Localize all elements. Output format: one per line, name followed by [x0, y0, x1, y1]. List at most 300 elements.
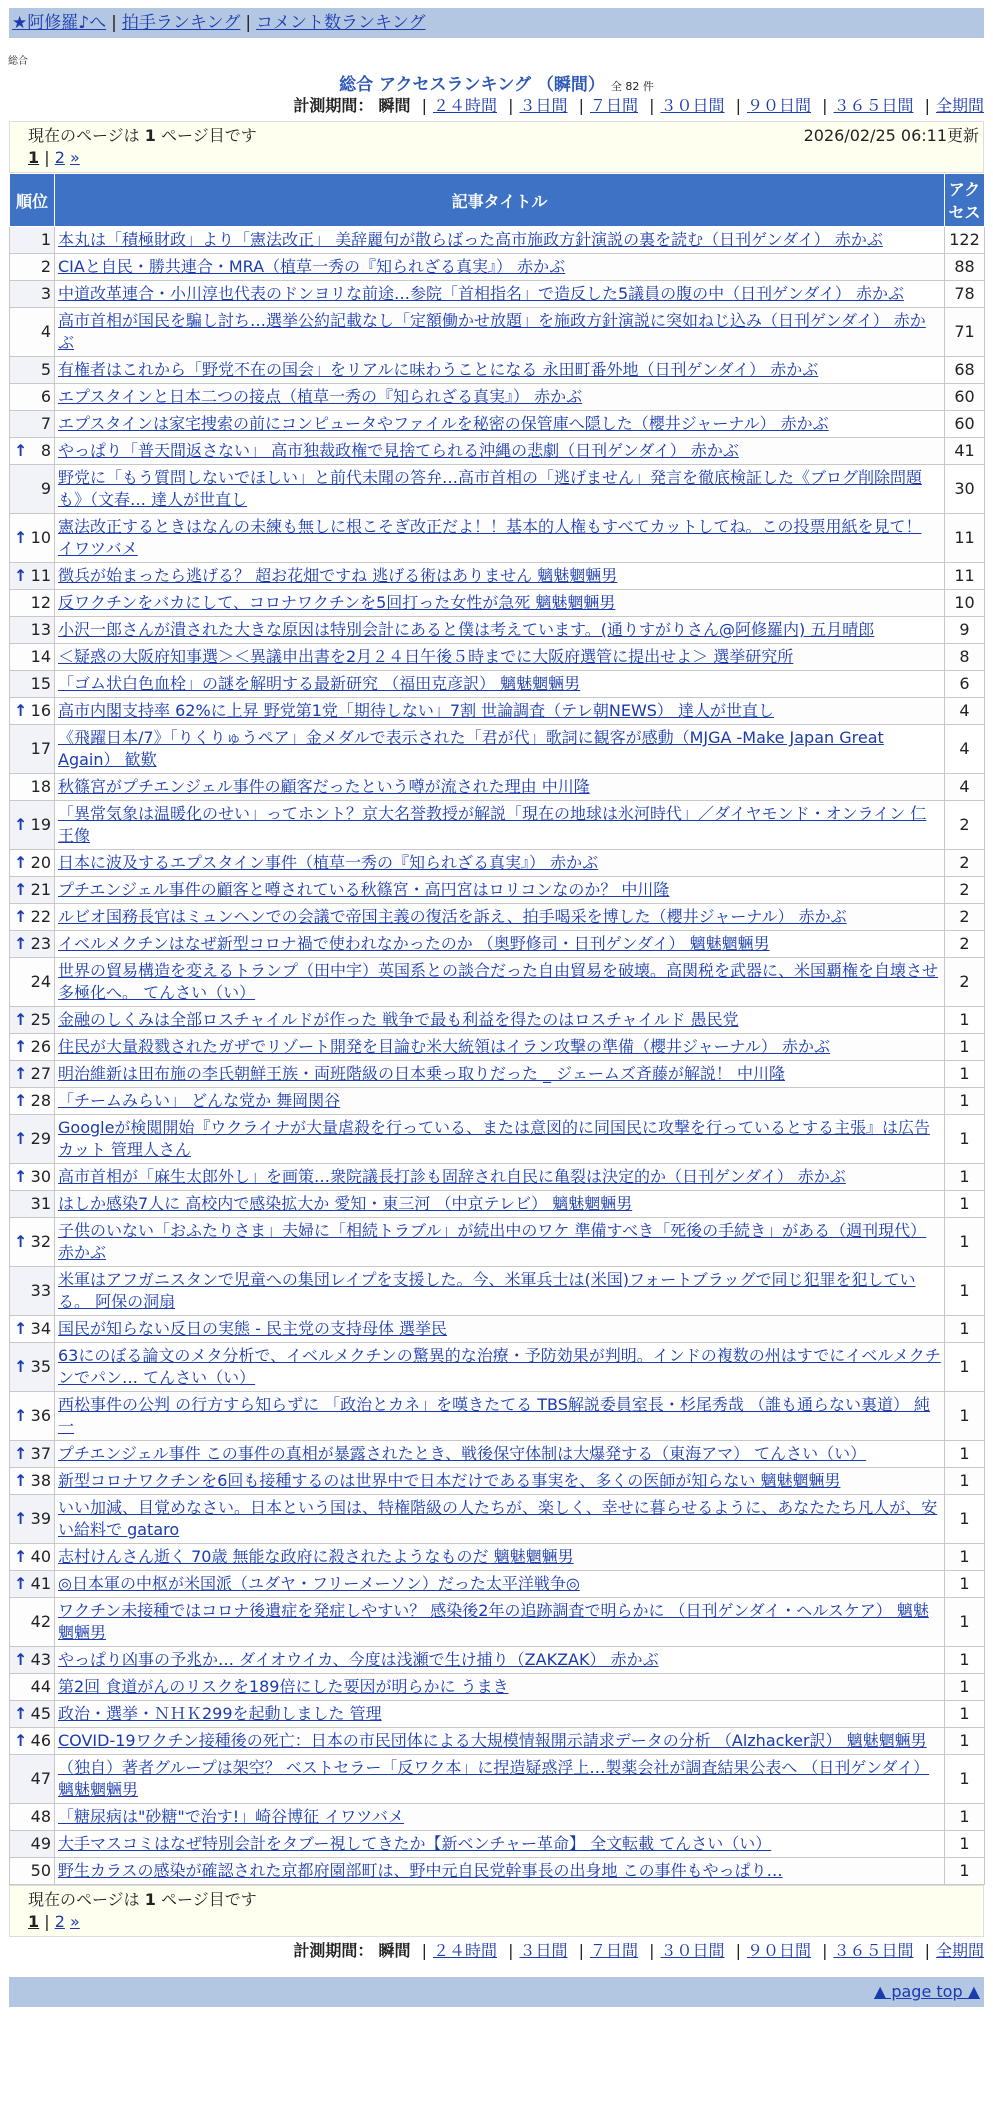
title-cell [55, 1164, 945, 1191]
rank-number: 33 [30, 1281, 51, 1300]
article-link[interactable]: イベルメクチンはなぜ新型コロナ禍で使われなかったのか （奥野修司・日刊ゲンダイ） 魑魅魍魎男 [58, 934, 770, 953]
rank-number: 21 [30, 880, 51, 899]
rank-cell [10, 850, 55, 877]
title-cell [55, 1804, 945, 1831]
access-count: 4 [945, 774, 985, 801]
pager-current: 1 [28, 148, 40, 167]
col-header-rank: 順位 [10, 174, 55, 227]
article-link[interactable]: 小沢一郎さんが潰された大きな原因は特別会計にあると僕は考えています。(通りすがりさん@阿修羅内) 五月晴郎 [58, 620, 875, 639]
article-link[interactable]: 金融のしくみは全部ロスチャイルドが作った 戦争で最も利益を得たのはロスチャイルド 愚民党 [58, 1010, 739, 1029]
rank-number: 27 [30, 1064, 51, 1083]
article-link[interactable]: エプスタインは家宅捜索の前にコンピュータやファイルを秘密の保管庫へ隠した（櫻井ジャーナル） 赤かぶ [58, 414, 829, 433]
arrow-up-icon: ↑ [14, 1547, 28, 1566]
article-link[interactable]: はしか感染7人に 高校内で感染拡大か 愛知・東三河 （中京テレビ） 魑魅魍魎男 [58, 1194, 633, 1213]
rank-number: 43 [30, 1650, 51, 1669]
title-cell [55, 1267, 945, 1316]
period-current: 瞬間 [378, 1941, 411, 1960]
article-link[interactable]: 大手マスコミはなぜ特別会計をタブー視してきたか【新ベンチャー革命】 全文転載 てんさい（い） [58, 1834, 772, 1853]
title-cell [55, 1495, 945, 1544]
table-row [10, 671, 985, 698]
rank-number: 12 [30, 593, 51, 612]
rank-number: 44 [30, 1677, 51, 1696]
article-link[interactable]: 政治・選挙・ＮＨＫ299を起動しました 管理 [58, 1704, 382, 1723]
rank-number: 26 [30, 1037, 51, 1056]
rank-number: 13 [30, 620, 51, 639]
rank-number: 40 [30, 1547, 51, 1566]
rank-cell [10, 1034, 55, 1061]
rank-cell [10, 644, 55, 671]
rank-cell [10, 1647, 55, 1674]
rank-cell [10, 801, 55, 850]
table-row [10, 1544, 985, 1571]
article-link[interactable]: 新型コロナワクチンを6回も接種するのは世界中で日本だけである事実を、多くの医師が知らない 魑魅魍魎男 [58, 1471, 841, 1490]
arrow-up-icon: ↑ [14, 1064, 28, 1083]
rank-number: 17 [30, 739, 51, 758]
article-link[interactable]: ワクチン未接種ではコロナ後遺症を発症しやすい？ 感染後2年の追跡調査で明らかに （日刊ゲンダイ・ヘルスケア） 魑魅魍魎男 [58, 1601, 929, 1642]
rank-number: 35 [30, 1357, 51, 1376]
access-count: 122 [945, 227, 985, 254]
table-row [10, 563, 985, 590]
arrow-up-icon: ↑ [14, 815, 28, 834]
access-count: 30 [945, 465, 985, 514]
title-cell [55, 514, 945, 563]
title-cell [55, 1598, 945, 1647]
title-cell [55, 1115, 945, 1164]
access-count: 78 [945, 281, 985, 308]
table-row [10, 1804, 985, 1831]
title-cell [55, 1343, 945, 1392]
title-cell [55, 308, 945, 357]
rank-number: 25 [30, 1010, 51, 1029]
rank-cell [10, 384, 55, 411]
rank-cell [10, 1343, 55, 1392]
rank-number: 10 [30, 528, 51, 547]
title-cell [55, 617, 945, 644]
access-count: 1 [945, 1495, 985, 1544]
table-row [10, 1674, 985, 1701]
period-option[interactable]: ３０日間 [660, 1941, 725, 1960]
rank-number: 31 [30, 1194, 51, 1213]
table-row [10, 1831, 985, 1858]
table-row [10, 1218, 985, 1267]
rank-cell [10, 1701, 55, 1728]
rank-cell [10, 1267, 55, 1316]
rank-number: 41 [30, 1574, 51, 1593]
period-option[interactable]: ３６５日間 [833, 1941, 914, 1960]
rank-number: 22 [30, 907, 51, 926]
article-link[interactable]: 国民が知らない反日の実態 - 民主党の支持母体 選挙民 [58, 1319, 448, 1338]
article-link[interactable]: 子供のいない「おふたりさま」夫婦に「相続トラブル」が続出中のワケ 準備すべき「死後の手続き」がある（週刊現代） 赤かぶ [58, 1221, 927, 1262]
clap-ranking-link[interactable]: 拍手ランキング [121, 13, 241, 33]
period-option[interactable]: 全期間 [935, 96, 984, 115]
article-link[interactable]: ◎日本軍の中枢が米国派（ユダヤ・フリーメーソン）だった太平洋戦争◎ [58, 1574, 580, 1593]
access-count: 1 [945, 1598, 985, 1647]
rank-cell [10, 514, 55, 563]
table-row [10, 1647, 985, 1674]
article-link[interactable]: （独自）著者グループは架空？ ベストセラー「反ワク本」に捏造疑惑浮上…製薬会社が調査結果公表へ （日刊ゲンダイ） 魑魅魍魎男 [58, 1758, 930, 1799]
article-link[interactable]: 「異常気象は温暖化のせい」ってホント？京大名誉教授が解説「現在の地球は氷河時代」／ダイヤモンド・オンライン 仁王像 [58, 804, 927, 845]
rank-cell [10, 725, 55, 774]
home-link[interactable]: ★阿修羅♪へ [12, 13, 107, 33]
rank-cell [10, 1544, 55, 1571]
access-count: 1 [945, 1343, 985, 1392]
article-link[interactable]: 有権者はこれから「野党不在の国会」をリアルに味わうことになる 永田町番外地（日刊ゲンダイ） 赤かぶ [58, 360, 819, 379]
article-link[interactable]: 徴兵が始まったら逃げる？ 超お花畑ですね 逃げる術はありません 魑魅魍魎男 [58, 566, 618, 585]
table-row [10, 958, 985, 1007]
rank-cell [10, 1061, 55, 1088]
rank-number: 15 [30, 674, 51, 693]
rank-cell [10, 1218, 55, 1267]
rank-number: 36 [30, 1406, 51, 1425]
title-cell [55, 1088, 945, 1115]
access-count: 71 [945, 308, 985, 357]
rank-cell [10, 308, 55, 357]
article-link[interactable]: ルビオ国務長官はミュンヘンでの会議で帝国主義の復活を訴え、拍手喝采を博した（櫻井ジャーナル） 赤かぶ [58, 907, 847, 926]
access-count: 1 [945, 1191, 985, 1218]
rank-number: 28 [30, 1091, 51, 1110]
rank-cell [10, 1164, 55, 1191]
period-option[interactable]: ９０日間 [746, 96, 811, 115]
rank-cell [10, 254, 55, 281]
table-row [10, 1728, 985, 1755]
article-link[interactable]: エプスタインと日本二つの接点（植草一秀の『知られざる真実』） 赤かぶ [58, 387, 583, 406]
table-row [10, 1495, 985, 1544]
rank-number: 46 [30, 1731, 51, 1750]
title-cell [55, 1831, 945, 1858]
rank-number: 6 [40, 387, 51, 406]
arrow-up-icon: ↑ [14, 853, 28, 872]
article-link[interactable]: 高市首相が国民を騙し討ち…選挙公約記載なし「定額働かせ放題」を施政方針演説に突如ねじ込み（日刊ゲンダイ） 赤かぶ [58, 311, 926, 352]
rank-cell [10, 1441, 55, 1468]
title-cell [55, 1544, 945, 1571]
arrow-up-icon: ↑ [14, 1704, 28, 1723]
rank-cell [10, 1674, 55, 1701]
article-link[interactable]: 野党に「もう質問しないでほしい」と前代未聞の答弁…高市首相の「逃げません」発言を徹底検証した《ブログ削除問題も》（文春… 達人が世直し [58, 468, 923, 509]
arrow-up-icon: ↑ [14, 1444, 28, 1463]
table-row [10, 384, 985, 411]
rank-cell [10, 438, 55, 465]
updated-timestamp: 2026/02/25 06:11更新 [803, 126, 979, 145]
article-link[interactable]: やっぱり凶事の予兆か… ダイオウイカ、今度は浅瀬で生け捕り（ZAKZAK） 赤かぶ [58, 1650, 659, 1669]
rank-number: 32 [30, 1232, 51, 1251]
access-count: 1 [945, 1267, 985, 1316]
table-row [10, 1316, 985, 1343]
table-row [10, 465, 985, 514]
nav-separator: | [111, 13, 117, 33]
rank-number: 48 [30, 1807, 51, 1826]
title-cell [55, 563, 945, 590]
period-option[interactable]: ７日間 [589, 96, 638, 115]
article-link[interactable]: 高市内閣支持率 62%に上昇 野党第1党「期待しない」7割 世論調査（テレ朝NEWS） 達人が世直し [58, 701, 775, 720]
rank-number: 47 [30, 1769, 51, 1788]
access-count: 8 [945, 644, 985, 671]
page-info-box-bottom [9, 1885, 984, 1937]
access-count: 4 [945, 725, 985, 774]
access-count: 1 [945, 1858, 985, 1885]
title-cell [55, 411, 945, 438]
pager-page-2[interactable]: 2 [54, 1912, 65, 1931]
rank-number: 42 [30, 1612, 51, 1631]
article-link[interactable]: 第2回 食道がんのリスクを189倍にした要因が明らかに うまき [58, 1677, 509, 1696]
category-label: 総合 [8, 56, 28, 67]
rank-number: 24 [30, 972, 51, 991]
period-option[interactable]: ３日間 [519, 96, 568, 115]
title-cell [55, 227, 945, 254]
ranking-body [10, 227, 985, 1885]
rank-number: 4 [40, 322, 51, 341]
article-link[interactable]: 野生カラスの感染が確認された京都府園部町は、野中元自民党幹事長の出身地 この事件もやっぱり… [58, 1861, 783, 1880]
access-count: 1 [945, 1061, 985, 1088]
table-row [10, 1088, 985, 1115]
arrow-up-icon: ↑ [14, 1574, 28, 1593]
table-row [10, 1061, 985, 1088]
article-link[interactable]: 《飛躍日本/7》「りくりゅうペア」金メダルで表示された「君が代」歌詞に観客が感動（MJGA -Make Japan Great Again） 歓歎 [58, 728, 884, 769]
table-row [10, 725, 985, 774]
period-option[interactable]: ３０日間 [660, 96, 725, 115]
article-link[interactable]: 西松事件の公判 の行方すら知らずに 「政治とカネ」を嘆きたてる TBS解説委員室長・杉尾秀哉 （誰も通らない裏道） 純一 [58, 1395, 931, 1436]
comment-ranking-link[interactable]: コメント数ランキング [256, 13, 426, 33]
access-count: 2 [945, 801, 985, 850]
access-count: 1 [945, 1441, 985, 1468]
current-page-text-bottom: 現在のページは 1 ページ目です [28, 1890, 257, 1909]
rank-cell [10, 1598, 55, 1647]
rank-cell [10, 411, 55, 438]
rank-cell [10, 1495, 55, 1544]
access-count: 1 [945, 1034, 985, 1061]
period-option[interactable]: ９０日間 [746, 1941, 811, 1960]
article-link[interactable]: 本丸は「積極財政」より「憲法改正」 美辞麗句が散らばった高市施政方針演説の裏を読む（日刊ゲンダイ） 赤かぶ [58, 230, 883, 249]
title-cell [55, 1468, 945, 1495]
rank-cell [10, 698, 55, 725]
rank-number: 29 [30, 1129, 51, 1148]
table-row [10, 617, 985, 644]
rank-number: 30 [30, 1167, 51, 1186]
rank-number: 8 [40, 441, 51, 460]
title-cell [55, 904, 945, 931]
pager-current: 1 [28, 1912, 40, 1931]
table-row [10, 357, 985, 384]
title-cell [55, 1191, 945, 1218]
article-link[interactable]: 日本に波及するエプスタイン事件（植草一秀の『知られざる真実』） 赤かぶ [58, 853, 599, 872]
title-cell [55, 1647, 945, 1674]
col-header-title: 記事タイトル [55, 174, 945, 227]
rank-cell [10, 227, 55, 254]
arrow-up-icon: ↑ [14, 566, 28, 585]
access-count: 1 [945, 1728, 985, 1755]
rank-cell [10, 465, 55, 514]
article-link[interactable]: 63にのぼる論文のメタ分析で、イベルメクチンの驚異的な治療・予防効果が判明。インドの複数の州はすでにイベルメクチンでパン… てんさい（い） [58, 1346, 941, 1387]
title-cell [55, 931, 945, 958]
title-cell [55, 958, 945, 1007]
rank-number: 3 [40, 284, 51, 303]
arrow-up-icon: ↑ [14, 1357, 28, 1376]
title-cell [55, 357, 945, 384]
arrow-up-icon: ↑ [14, 1232, 28, 1251]
article-link[interactable]: 住民が大量殺戮されたガザでリゾート開発を目論む米大統領はイラン攻撃の準備（櫻井ジャーナル） 赤かぶ [58, 1037, 830, 1056]
access-count: 68 [945, 357, 985, 384]
article-link[interactable]: 反ワクチンをバカにして、コロナワクチンを5回打った女性が急死 魑魅魍魎男 [58, 593, 616, 612]
access-count: 1 [945, 1701, 985, 1728]
page-title: 総合 アクセスランキング （瞬間） [339, 75, 605, 95]
article-link[interactable]: Googleが検閲開始『ウクライナが大量虐殺を行っている、または意図的に同国民に攻撃を行っているとする主張』は広告カット 管理人さん [58, 1118, 930, 1159]
access-count: 2 [945, 877, 985, 904]
arrow-up-icon: ↑ [14, 1129, 28, 1148]
rank-cell [10, 671, 55, 698]
period-selector-bottom: 計測期間： 瞬間 | ２４時間 | ３日間 | ７日間 | ３０日間 | ９０日間 | ３６５日間 | 全期間 [293, 1941, 984, 1960]
table-row [10, 1115, 985, 1164]
access-count: 60 [945, 384, 985, 411]
title-cell [55, 644, 945, 671]
table-row [10, 1392, 985, 1441]
arrow-up-icon: ↑ [14, 907, 28, 926]
arrow-up-icon: ↑ [14, 1010, 28, 1029]
arrow-up-icon: ↑ [14, 1509, 28, 1528]
pager-bottom: 1 | 2 » [28, 1912, 80, 1931]
table-row [10, 1191, 985, 1218]
top-nav-bar [9, 8, 984, 38]
period-option[interactable]: ２４時間 [432, 1941, 497, 1960]
rank-cell [10, 1088, 55, 1115]
access-count: 6 [945, 671, 985, 698]
article-link[interactable]: ＜疑惑の大阪府知事選＞＜異議申出書を2月２４日午後５時までに大阪府選管に提出せよ＞ 選挙研究所 [58, 647, 794, 666]
arrow-up-icon: ↑ [14, 701, 28, 720]
rank-number: 16 [30, 701, 51, 720]
article-link[interactable]: 中道改革連合・小川淳也代表のドンヨリな前途…参院「首相指名」で造反した5議員の腹の中（日刊ゲンダイ） 赤かぶ [58, 284, 904, 303]
rank-cell [10, 774, 55, 801]
table-row [10, 227, 985, 254]
article-link[interactable]: 「ゴム状白色血栓」の謎を解明する最新研究 （福田克彦訳） 魑魅魍魎男 [58, 674, 581, 693]
access-count: 1 [945, 1544, 985, 1571]
table-row [10, 877, 985, 904]
article-link[interactable]: 世界の貿易構造を変えるトランプ（田中宇）英国系との談合だった自由貿易を破壊。高関税を武器に、米国覇権を自壊させ多極化へ。 てんさい（い） [58, 961, 939, 1002]
table-row [10, 1007, 985, 1034]
table-row [10, 438, 985, 465]
access-count: 2 [945, 931, 985, 958]
arrow-up-icon: ↑ [14, 1091, 28, 1110]
title-cell [55, 725, 945, 774]
rank-cell [10, 1755, 55, 1804]
article-link[interactable]: プチエンジェル事件の顧客と噂されている秋篠宮・高円宮はロリコンなのか？ 中川隆 [58, 880, 670, 899]
article-link[interactable]: やっぱり「普天間返さない」 高市独裁政権で見捨てられる沖縄の悲劇（日刊ゲンダイ） 赤かぶ [58, 441, 739, 460]
article-link[interactable]: いい加減、目覚めなさい。日本という国は、特権階級の人たちが、楽しく、幸せに暮らせるように、あなたたち凡人が、安い給料で gataro [58, 1498, 938, 1539]
article-link[interactable]: 明治維新は田布施の李氏朝鮮王族・両班階級の日本乗っ取りだった _ ジェームズ斉藤が解説！ 中川隆 [58, 1064, 785, 1083]
table-row [10, 850, 985, 877]
pager-next[interactable]: » [70, 1912, 80, 1931]
current-page-text: 現在のページは 1 ページ目です [28, 126, 257, 145]
rank-cell [10, 1468, 55, 1495]
rank-number: 38 [30, 1471, 51, 1490]
access-count: 60 [945, 411, 985, 438]
article-link[interactable]: 米軍はアフガニスタンで児童への集団レイプを支援した。今、米軍兵士は(米国)フォートブラッグで同じ犯罪を犯している。 阿保の洞扇 [58, 1270, 916, 1311]
arrow-up-icon: ↑ [14, 441, 28, 460]
title-cell [55, 698, 945, 725]
rank-number: 23 [30, 934, 51, 953]
article-link[interactable]: 「糖尿病は"砂糖"で治す!」崎谷博征 イワツバメ [58, 1807, 404, 1826]
rank-cell [10, 1831, 55, 1858]
title-cell [55, 438, 945, 465]
arrow-up-icon: ↑ [14, 1406, 28, 1425]
title-cell [55, 465, 945, 514]
article-link[interactable]: 憲法改正するときはなんの未練も無しに根こそぎ改正だよ！！基本的人権もすべてカットしてね。この投票用紙を見て！ イワツバメ [58, 517, 922, 558]
title-cell [55, 384, 945, 411]
access-count: 1 [945, 1831, 985, 1858]
arrow-up-icon: ↑ [14, 934, 28, 953]
pager-next[interactable]: » [70, 148, 80, 167]
arrow-up-icon: ↑ [14, 528, 28, 547]
arrow-up-icon: ↑ [14, 1167, 28, 1186]
access-count: 88 [945, 254, 985, 281]
title-cell [55, 1701, 945, 1728]
table-header-row [10, 174, 985, 227]
table-row [10, 644, 985, 671]
article-link[interactable]: CIAと自民・勝共連合・MRA（植草一秀の『知られざる真実』） 赤かぶ [58, 257, 566, 276]
period-option[interactable]: ２４時間 [432, 96, 497, 115]
article-link[interactable]: COVID-19ワクチン接種後の死亡：日本の市民団体による大規模情報開示請求データの分析 （Alzhacker訳） 魑魅魍魎男 [58, 1731, 927, 1750]
table-row [10, 1755, 985, 1804]
access-count: 41 [945, 438, 985, 465]
rank-cell [10, 563, 55, 590]
table-row [10, 801, 985, 850]
article-link[interactable]: 秋篠宮がプチエンジェル事件の顧客だったという噂が流された理由 中川隆 [58, 777, 590, 796]
access-count: 1 [945, 1674, 985, 1701]
rank-cell [10, 958, 55, 1007]
table-row [10, 931, 985, 958]
access-count: 1 [945, 1088, 985, 1115]
period-option[interactable]: ３６５日間 [833, 96, 914, 115]
article-link[interactable]: プチエンジェル事件 この事件の真相が暴露されたとき、戦後保守体制は大爆発する（東海アマ） てんさい（い） [58, 1444, 867, 1463]
pager-page-2[interactable]: 2 [54, 148, 65, 167]
table-row [10, 1598, 985, 1647]
col-header-access: アクセス [945, 174, 985, 227]
bottom-bar [9, 1977, 984, 2007]
title-cell [55, 850, 945, 877]
access-count: 2 [945, 958, 985, 1007]
title-cell [55, 671, 945, 698]
period-current: 瞬間 [378, 96, 411, 115]
rank-number: 5 [40, 360, 51, 379]
period-selector-top: 計測期間： 瞬間 | ２４時間 | ３日間 | ７日間 | ３０日間 | ９０日間 | ３６５日間 | 全期間 [293, 96, 984, 115]
table-row [10, 1701, 985, 1728]
page-top-link[interactable]: ▲ page top ▲ [873, 1982, 980, 2001]
rank-cell [10, 877, 55, 904]
period-option[interactable]: ７日間 [589, 1941, 638, 1960]
ranking-table [9, 173, 985, 1885]
rank-cell [10, 1191, 55, 1218]
rank-number: 11 [30, 566, 51, 585]
table-row [10, 1571, 985, 1598]
title-cell [55, 1571, 945, 1598]
arrow-up-icon: ↑ [14, 880, 28, 899]
article-link[interactable]: 志村けんさん逝く 70歳 無能な政府に殺されたようなものだ 魑魅魍魎男 [58, 1547, 574, 1566]
page-info-box [9, 121, 984, 173]
article-link[interactable]: 「チームみらい」 どんな党か 舞岡関谷 [58, 1091, 341, 1110]
access-count: 9 [945, 617, 985, 644]
access-count: 10 [945, 590, 985, 617]
access-count: 1 [945, 1316, 985, 1343]
table-row [10, 904, 985, 931]
period-option[interactable]: ３日間 [519, 1941, 568, 1960]
rank-cell [10, 1316, 55, 1343]
arrow-up-icon: ↑ [14, 1731, 28, 1750]
rank-cell [10, 1804, 55, 1831]
period-option[interactable]: 全期間 [935, 1941, 984, 1960]
period-label: 計測期間： [293, 1941, 374, 1960]
rank-cell [10, 590, 55, 617]
title-cell [55, 1061, 945, 1088]
article-link[interactable]: 高市首相が「麻生太郎外し」を画策…衆院議長打診も固辞され自民に亀裂は決定的か（日刊ゲンダイ） 赤かぶ [58, 1167, 846, 1186]
access-count: 4 [945, 698, 985, 725]
table-row [10, 308, 985, 357]
